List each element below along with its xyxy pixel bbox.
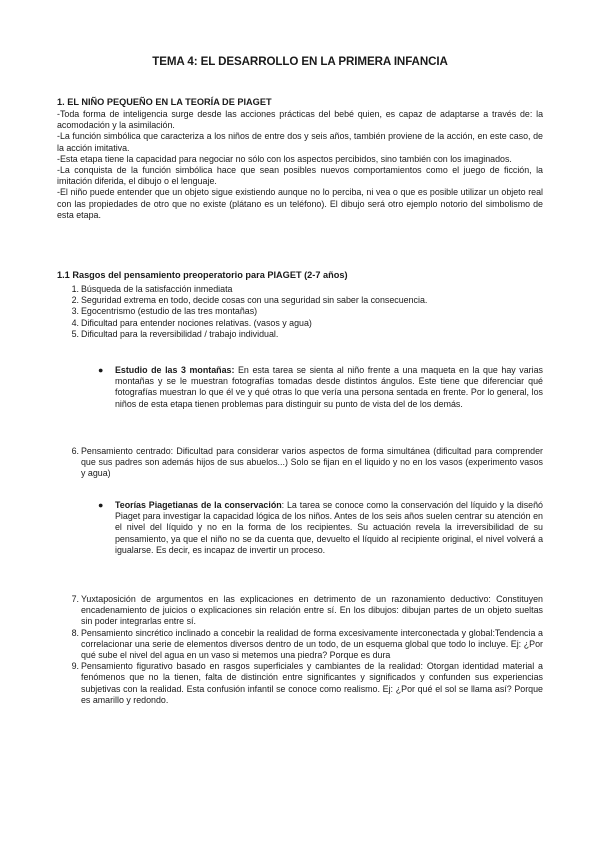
list-item (57, 628, 543, 662)
numbered-list-1-5 (57, 284, 543, 340)
paragraph: -La conquista de la función simbólica hace que sean posibles nuevos comportamientos como el juego de ficción, la imitación diferida, el dibujo o el lenguaje. (57, 165, 543, 187)
list-item-text: Pensamiento centrado: Dificultad para considerar varios aspectos de forma simultánea (dificultad para comprender que sus padres son además hijos de sus abuelos...) Solo se fijan en el liquido y no en los vasos (experimento vasos y agua) (81, 446, 543, 479)
list-number: 5. (71, 328, 79, 339)
list-item (57, 284, 543, 295)
list-number: 2. (71, 295, 79, 306)
list-item (57, 329, 543, 340)
paragraph: -El niño puede entender que un objeto sigue existiendo aunque no lo perciba, ni vea o que es posible utilizar un objeto real con las propiedades de otro que no existe (plátano es un teléfono). El dibujo será otro ejemplo notorio del simbolismo de esta etapa. (57, 187, 543, 220)
numbered-list-7-9 (57, 594, 543, 706)
section-heading-piaget: 1. EL NIÑO PEQUEÑO EN LA TEORÍA DE PIAGET (57, 97, 272, 107)
list-number: 1. (71, 284, 79, 294)
bullet-tres-montanas (98, 365, 543, 410)
bullet-bold-term: Teorías Piagetianas de la conservación (115, 500, 282, 510)
bullet-conservacion (98, 500, 543, 556)
list-number: 4. (71, 317, 79, 328)
bullet-text: En esta tarea se sienta al niño frente a una maqueta en la que hay varias montañas y se le muestran fotografías tomadas desde distintos ángulos. Este tiene que diferenciar qué fotografías muestran lo que él ve y qué otras lo que vería una persona sentada en frente. Por lo general, los niños de esta etapa tienen problemas para distinguir su punto de vista del de los demás. (115, 365, 543, 409)
paragraph: -Esta etapa tiene la capacidad para negociar no sólo con los aspectos percibidos, sino también con los imaginados. (57, 153, 512, 164)
bullet-dot-icon: ● (98, 365, 104, 375)
list-number: 8. (71, 627, 79, 638)
list-item-text: Seguridad extrema en todo, decide cosas con una seguridad sin saber la consecuencia. (81, 295, 428, 306)
paragraph: -Toda forma de inteligencia surge desde las acciones prácticas del bebé quien, es capaz de adaptarse a través de: la acomodación y la asimilación. (57, 109, 543, 131)
list-item-text: Dificultad para la reversibilidad / trabajo individual. (81, 328, 279, 339)
list-number: 9. (71, 661, 79, 672)
intro-paragraphs (57, 109, 543, 221)
list-number: 6. (71, 446, 79, 456)
page-title: TEMA 4: EL DESARROLLO EN LA PRIMERA INFANCIA (152, 55, 448, 68)
list-item-text: Egocentrismo (estudio de las tres montañas) (81, 306, 258, 317)
list-item-text: Yuxtaposición de argumentos en las explicaciones en detrimento de un razonamiento deductivo: Constituyen encadenamiento de juicios o explicaciones sin relación entre sí. En los dibujos: dibujan partes de un objeto sueltas sin poder integrarlas entre sí. (81, 594, 543, 627)
bullet-bold-term: Estudio de las 3 montañas: (115, 365, 235, 375)
numbered-list-6 (57, 446, 543, 480)
list-item (57, 295, 543, 306)
list-item (57, 318, 543, 329)
list-item-text: Búsqueda de la satisfacción inmediata (81, 284, 233, 294)
list-item-text: Dificultad para entender nociones relativas. (vasos y agua) (81, 317, 312, 328)
list-item (57, 661, 543, 706)
list-item (57, 594, 543, 628)
list-item-text: Pensamiento figurativo basado en rasgos superficiales y cambiantes de la realidad: Otorgan identidad material a fenómenos que no la tienen, falta de distinción entre significantes y significados y confunden sus experiencias subjetivas con la realidad. Esta confusión infantil se conoce como realismo. Ej: ¿Por qué el sol se llama así? Porque es amarillo y redondo. (81, 661, 543, 705)
subsection-heading-preoperatorio: 1.1 Rasgos del pensamiento preoperatorio para PIAGET (2-7 años) (57, 270, 348, 280)
list-item-text: Pensamiento sincrético inclinado a concebir la realidad de forma excesivamente interconectada y global:Tendencia a correlacionar una serie de elementos diversos dentro de un todo, de un esquema global que todo lo incluye. Ej: ¿Por qué sube el nivel del agua en un vaso si metemos una piedra? Porque es dura (81, 627, 543, 661)
paragraph: -La función simbólica que caracteriza a los niños de entre dos y seis años, también proviene de la acción, en este caso, de la acción imitativa. (57, 131, 543, 153)
bullet-text: : La tarea se conoce como la conservación del líquido y la diseñó Piaget para investigar la capacidad lógica de los niños. Antes de los seis años suelen centrar su atención en el nivel del líquido y no en la forma de los recipientes. Su actuación revela la irreversibilidad de su pensamiento, ya que el niño no se da cuenta que, devuelto el líquido al recipiente original, el nivel volverá a igualarse. Es decir, es incapaz de invertir un proceso. (115, 500, 543, 555)
list-number: 3. (71, 306, 79, 317)
list-item (57, 446, 543, 480)
list-number: 7. (71, 594, 79, 604)
list-item (57, 306, 543, 317)
bullet-dot-icon: ● (98, 500, 104, 510)
